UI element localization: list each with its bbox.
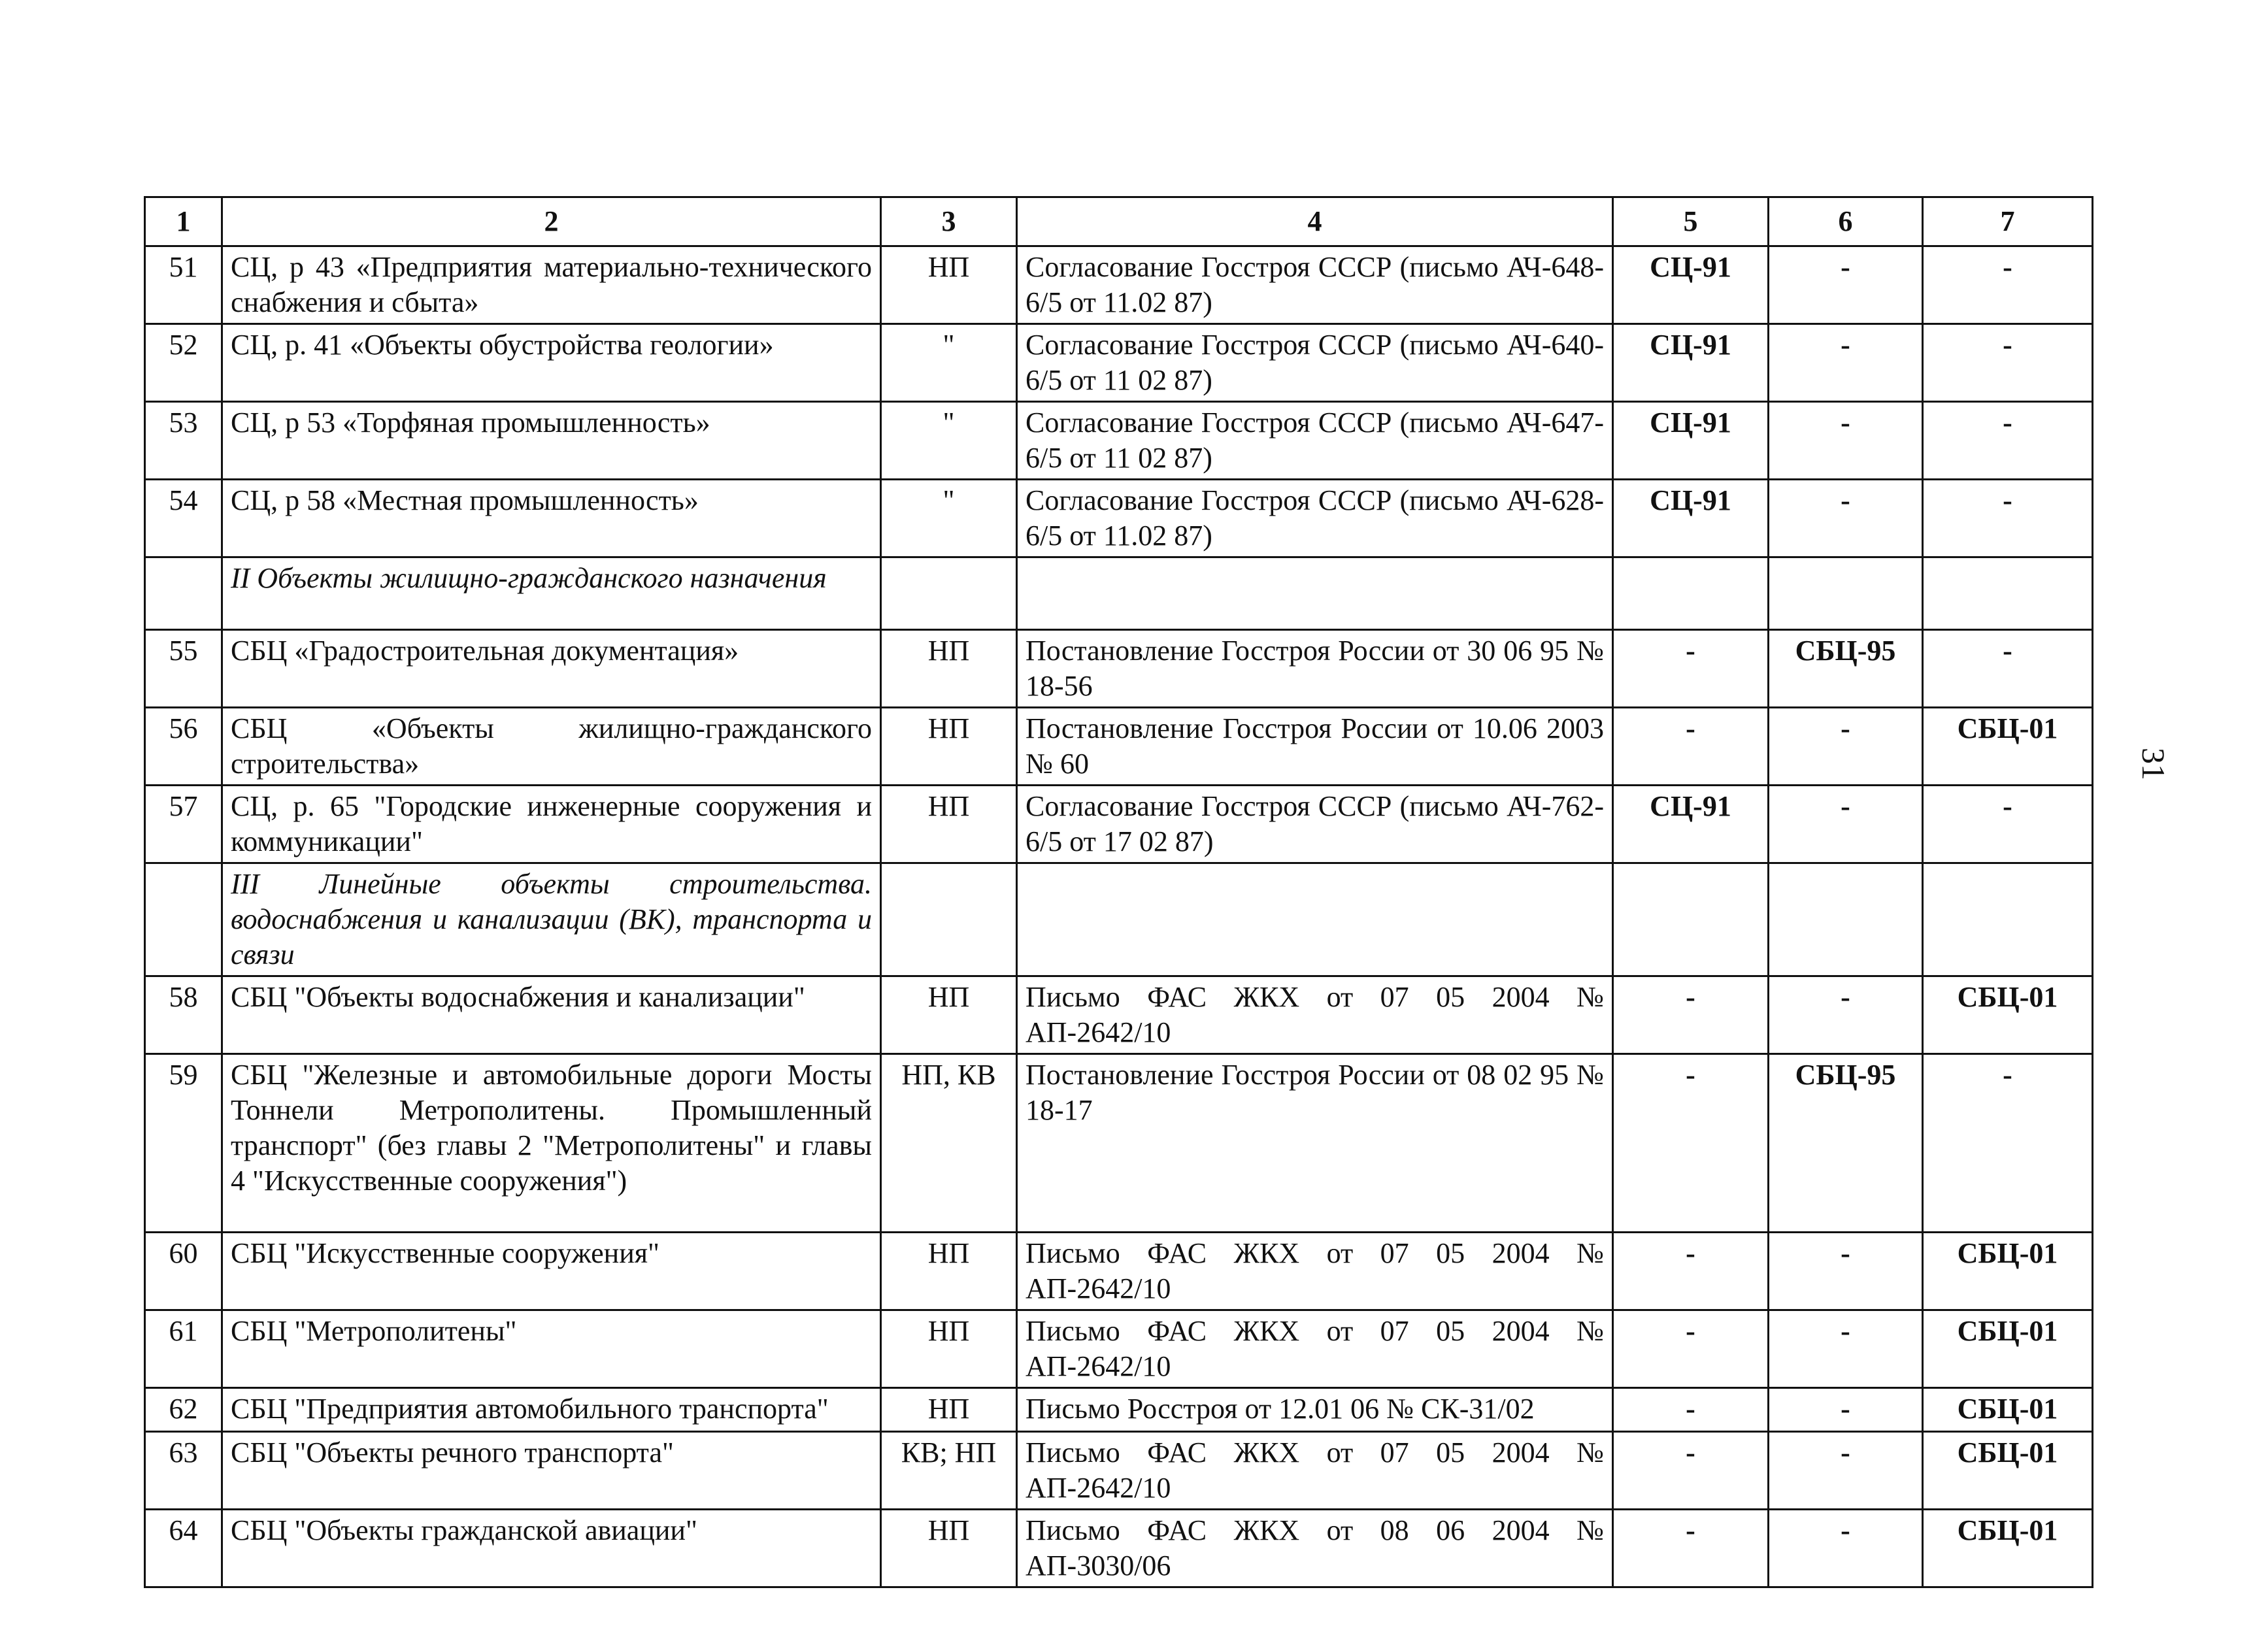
row-document: Согласование Госстроя СССР (письмо АЧ-640-6/5 от 11 02 87) (1017, 324, 1613, 402)
table-row (145, 708, 2093, 786)
row-number: 57 (145, 786, 222, 863)
row-name: СЦ, р 58 «Местная промышленность» (222, 480, 881, 557)
table-row (145, 324, 2093, 402)
row-document: Согласование Госстроя СССР (письмо АЧ-628-6/5 от 11.02 87) (1017, 480, 1613, 557)
header-cell: 2 (222, 197, 881, 246)
row-col5: - (1613, 630, 1769, 708)
row-col6: СБЦ-95 (1769, 630, 1923, 708)
row-type: НП (881, 1510, 1017, 1587)
row-document: Постановление Госстроя России от 08 02 95 № 18-17 (1017, 1054, 1613, 1233)
row-name: СБЦ "Железные и автомобильные дороги Мосты Тоннели Метрополитены. Промышленный транспорт" (без главы 2 "Метрополитены" и главы 4 "Искусственные сооружения") (222, 1054, 881, 1233)
row-number: 61 (145, 1310, 222, 1388)
header-cell: 4 (1017, 197, 1613, 246)
row-document: Согласование Госстроя СССР (письмо АЧ-762-6/5 от 17 02 87) (1017, 786, 1613, 863)
section-empty-cell (145, 863, 222, 976)
row-col5: - (1613, 1310, 1769, 1388)
row-col6: - (1769, 324, 1923, 402)
row-type: " (881, 480, 1017, 557)
row-col5: СЦ-91 (1613, 480, 1769, 557)
row-col6: - (1769, 1432, 1923, 1510)
row-col6: - (1769, 786, 1923, 863)
row-col6: - (1769, 1388, 1923, 1432)
table-row (145, 480, 2093, 557)
row-col6: - (1769, 246, 1923, 324)
section-empty-cell (1613, 863, 1769, 976)
table-header-row (145, 197, 2093, 246)
section-title: III Линейные объекты строительства. водоснабжения и канализации (ВК), транспорта и связи (222, 863, 881, 976)
row-col5: - (1613, 1233, 1769, 1310)
row-col5: - (1613, 1388, 1769, 1432)
table-row (145, 1510, 2093, 1587)
section-empty-cell (881, 557, 1017, 630)
row-col5: СЦ-91 (1613, 246, 1769, 324)
row-number: 53 (145, 402, 222, 480)
row-number: 63 (145, 1432, 222, 1510)
row-name: СБЦ "Объекты гражданской авиации" (222, 1510, 881, 1587)
row-col5: СЦ-91 (1613, 786, 1769, 863)
section-empty-cell (881, 863, 1017, 976)
row-document: Письмо ФАС ЖКХ от 07 05 2004 № АП-2642/10 (1017, 1310, 1613, 1388)
row-number: 54 (145, 480, 222, 557)
section-row (145, 557, 2093, 630)
table-row (145, 246, 2093, 324)
row-type: НП (881, 246, 1017, 324)
row-col6: - (1769, 1510, 1923, 1587)
row-type: КВ; НП (881, 1432, 1017, 1510)
row-document: Письмо Росстроя от 12.01 06 № СК-31/02 (1017, 1388, 1613, 1432)
table-row (145, 786, 2093, 863)
row-document: Согласование Госстроя СССР (письмо АЧ-648-6/5 от 11.02 87) (1017, 246, 1613, 324)
row-col5: - (1613, 1432, 1769, 1510)
row-col7: СБЦ-01 (1923, 1233, 2093, 1310)
section-empty-cell (1769, 863, 1923, 976)
row-number: 56 (145, 708, 222, 786)
row-type: " (881, 324, 1017, 402)
table-row (145, 1054, 2093, 1233)
section-empty-cell (1613, 557, 1769, 630)
row-col6: - (1769, 480, 1923, 557)
row-name: СБЦ «Объекты жилищно-гражданского строительства» (222, 708, 881, 786)
row-name: СБЦ "Объекты водоснабжения и канализации" (222, 976, 881, 1054)
row-document: Постановление Госстроя России от 10.06 2003 № 60 (1017, 708, 1613, 786)
table-row (145, 976, 2093, 1054)
header-cell: 5 (1613, 197, 1769, 246)
row-col7: - (1923, 324, 2093, 402)
row-col6: - (1769, 1233, 1923, 1310)
row-type: НП (881, 708, 1017, 786)
row-col7: СБЦ-01 (1923, 1432, 2093, 1510)
row-col7: - (1923, 480, 2093, 557)
row-type: НП (881, 1388, 1017, 1432)
row-col5: - (1613, 1510, 1769, 1587)
row-document: Письмо ФАС ЖКХ от 08 06 2004 № АП-3030/06 (1017, 1510, 1613, 1587)
row-name: СЦ, р. 65 "Городские инженерные сооружения и коммуникации" (222, 786, 881, 863)
row-type: НП (881, 976, 1017, 1054)
row-type: НП, КВ (881, 1054, 1017, 1233)
row-number: 51 (145, 246, 222, 324)
row-number: 60 (145, 1233, 222, 1310)
row-col5: СЦ-91 (1613, 402, 1769, 480)
section-row (145, 863, 2093, 976)
row-col7: - (1923, 786, 2093, 863)
table-row (145, 1310, 2093, 1388)
row-col6: - (1769, 976, 1923, 1054)
section-empty-cell (145, 557, 222, 630)
row-name: СБЦ "Объекты речного транспорта" (222, 1432, 881, 1510)
row-col7: - (1923, 630, 2093, 708)
table-row (145, 1432, 2093, 1510)
section-empty-cell (1769, 557, 1923, 630)
row-type: НП (881, 630, 1017, 708)
row-col6: - (1769, 1310, 1923, 1388)
section-empty-cell (1923, 863, 2093, 976)
row-col7: СБЦ-01 (1923, 1510, 2093, 1587)
row-number: 62 (145, 1388, 222, 1432)
row-col7: СБЦ-01 (1923, 708, 2093, 786)
header-cell: 1 (145, 197, 222, 246)
row-document: Письмо ФАС ЖКХ от 07 05 2004 № АП-2642/10 (1017, 1432, 1613, 1510)
row-col7: СБЦ-01 (1923, 1388, 2093, 1432)
row-type: НП (881, 1233, 1017, 1310)
row-type: " (881, 402, 1017, 480)
row-document: Письмо ФАС ЖКХ от 07 05 2004 № АП-2642/10 (1017, 1233, 1613, 1310)
row-number: 58 (145, 976, 222, 1054)
row-name: СБЦ «Градостроительная документация» (222, 630, 881, 708)
row-name: СЦ, р. 41 «Объекты обустройства геологии» (222, 324, 881, 402)
row-col7: СБЦ-01 (1923, 976, 2093, 1054)
page-number: 31 (2135, 748, 2172, 780)
row-col5: СЦ-91 (1613, 324, 1769, 402)
row-col7: - (1923, 402, 2093, 480)
row-name: СБЦ "Искусственные сооружения" (222, 1233, 881, 1310)
row-number: 59 (145, 1054, 222, 1233)
row-col7: - (1923, 246, 2093, 324)
row-number: 52 (145, 324, 222, 402)
row-col7: - (1923, 1054, 2093, 1233)
table-row (145, 1388, 2093, 1432)
row-col5: - (1613, 976, 1769, 1054)
table-row (145, 1233, 2093, 1310)
section-empty-cell (1017, 557, 1613, 630)
reference-table (144, 196, 2093, 1588)
table-row (145, 630, 2093, 708)
row-col6: - (1769, 708, 1923, 786)
row-document: Письмо ФАС ЖКХ от 07 05 2004 № АП-2642/10 (1017, 976, 1613, 1054)
row-col5: - (1613, 708, 1769, 786)
row-type: НП (881, 1310, 1017, 1388)
row-name: СБЦ "Метрополитены" (222, 1310, 881, 1388)
table-row (145, 402, 2093, 480)
row-type: НП (881, 786, 1017, 863)
header-cell: 6 (1769, 197, 1923, 246)
row-name: СБЦ "Предприятия автомобильного транспорта" (222, 1388, 881, 1432)
header-cell: 7 (1923, 197, 2093, 246)
row-name: СЦ, р 53 «Торфяная промышленность» (222, 402, 881, 480)
row-col5: - (1613, 1054, 1769, 1233)
row-document: Постановление Госстроя России от 30 06 95 № 18-56 (1017, 630, 1613, 708)
row-name: СЦ, р 43 «Предприятия материально-технического снабжения и сбыта» (222, 246, 881, 324)
row-document: Согласование Госстроя СССР (письмо АЧ-647-6/5 от 11 02 87) (1017, 402, 1613, 480)
section-empty-cell (1923, 557, 2093, 630)
row-number: 64 (145, 1510, 222, 1587)
section-title: II Объекты жилищно-гражданского назначения (222, 557, 881, 630)
row-col6: СБЦ-95 (1769, 1054, 1923, 1233)
row-number: 55 (145, 630, 222, 708)
header-cell: 3 (881, 197, 1017, 246)
section-empty-cell (1017, 863, 1613, 976)
row-col6: - (1769, 402, 1923, 480)
row-col7: СБЦ-01 (1923, 1310, 2093, 1388)
